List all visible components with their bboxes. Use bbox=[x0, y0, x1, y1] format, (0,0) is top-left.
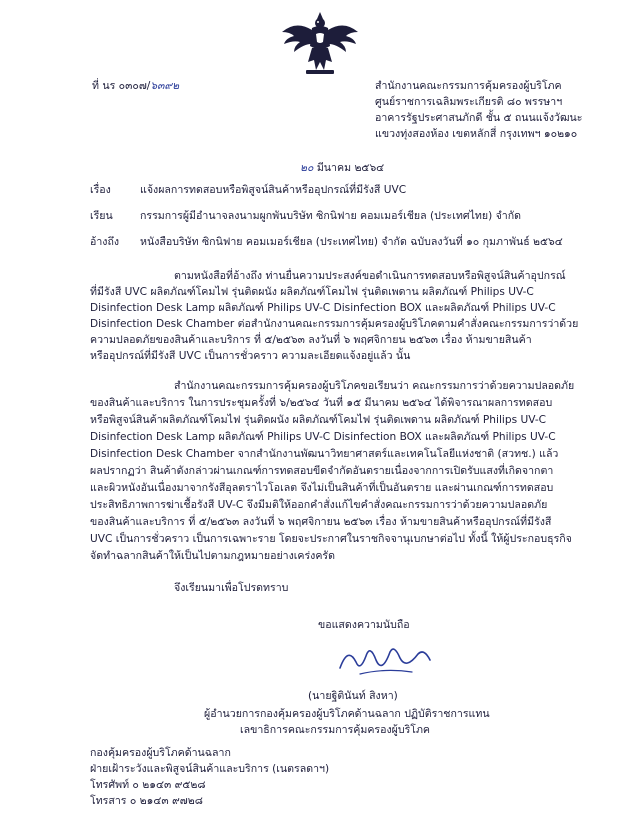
footer-line: ฝ่ายเฝ้าระวังและพิสูจน์สินค้าและบริการ (เนตรลดาฯ) bbox=[90, 763, 330, 775]
paragraph-line: ผลปรากฏว่า สินค้าดังกล่าวผ่านเกณฑ์การทดสอบขีดจำกัดอันตรายเนื่องจากการเปิดรับแสงที่เกิดจากตา bbox=[90, 465, 554, 477]
handwritten-signature-icon bbox=[330, 638, 440, 680]
footer-line: กองคุ้มครองผู้บริโภคด้านฉลาก bbox=[90, 747, 231, 759]
signer-title: เลขาธิการคณะกรรมการคุ้มครองผู้บริโภค bbox=[240, 724, 431, 736]
reference-code: ๐๓๐๗/ bbox=[118, 80, 151, 92]
paragraph-line: ของสินค้าและบริการ ที่ ๕/๒๕๖๓ ลงวันที่ ๖ พฤศจิกายน ๒๕๖๓ เรื่อง ห้ามขายสินค้าหรืออุปกรณ์ที่มีรังสี bbox=[90, 516, 552, 528]
paragraph-line: ตามหนังสือที่อ้างถึง ท่านยื่นความประสงค์ขอดำเนินการทดสอบหรือพิสูจน์สินค้าอุปกรณ์ bbox=[174, 270, 566, 282]
letter-date bbox=[300, 160, 384, 176]
agency-line: แขวงทุ่งสองห้อง เขตหลักสี่ กรุงเทพฯ ๑๐๒๑๐ bbox=[375, 128, 578, 140]
paragraph-line: หรือพิสูจน์สินค้าผลิตภัณฑ์โคมไฟ รุ่นติดผนัง ผลิตภัณฑ์โคมไฟ รุ่นติดเพดาน ผลิตภัณฑ์ Philips UV-C bbox=[90, 414, 547, 426]
closing-request: จึงเรียนมาเพื่อโปรดทราบ bbox=[174, 582, 289, 594]
agency-line: สำนักงานคณะกรรมการคุ้มครองผู้บริโภค bbox=[375, 80, 562, 92]
subject-text: แจ้งผลการทดสอบหรือพิสูจน์สินค้าหรืออุปกรณ์ที่มีรังสี UVC bbox=[140, 184, 407, 196]
paragraph-line: สำนักงานคณะกรรมการคุ้มครองผู้บริโภคขอเรียนว่า คณะกรรมการว่าด้วยความปลอดภัย bbox=[174, 380, 575, 392]
paragraph-line: ความปลอดภัยของสินค้าและบริการ ที่ ๕/๒๕๖๓ ลงวันที่ ๖ พฤศจิกายน ๒๕๖๓ เรื่อง ห้ามขายสินค้า bbox=[90, 334, 532, 346]
paragraph-line: Disinfection Desk Lamp ผลิตภัณฑ์ Philips UV-C Disinfection BOX และผลิตภัณฑ์ Philips UV-C bbox=[90, 302, 556, 314]
date-day-handwritten: ๒๐ bbox=[300, 162, 314, 174]
paragraph-line: Disinfection Desk Lamp ผลิตภัณฑ์ Philips UV-C Disinfection BOX และผลิตภัณฑ์ Philips UV-C bbox=[90, 431, 556, 443]
footer-contact bbox=[90, 745, 329, 809]
paragraph-line: ของสินค้าและบริการ ในการประชุมครั้งที่ ๖/๒๕๖๔ วันที่ ๑๕ มีนาคม ๒๕๖๔ ได้พิจารณาผลการทดสอบ bbox=[90, 397, 553, 409]
paragraph-line: ประสิทธิภาพการฆ่าเชื้อรังสี UV-C จึงมีมติให้ออกคำสั่งแก้ไขคำสั่งคณะกรรมการว่าด้วยความปลอดภัย bbox=[90, 499, 548, 511]
paragraph-line: และผิวหนังอันเนื่องมาจากรังสีอุลตราไวโอเลต จึงไม่เป็นสินค้าที่เป็นอันตราย และผ่านเกณฑ์การทดสอบ bbox=[90, 482, 554, 494]
closing-salutation: ขอแสดงความนับถือ bbox=[318, 619, 410, 631]
reference-doc-text: หนังสือบริษัท ซิกนิฟาย คอมเมอร์เชียล (ประเทศไทย) จำกัด ฉบับลงวันที่ ๑๐ กุมภาพันธ์ ๒๕๖๔ bbox=[140, 236, 563, 248]
paragraph-line: Disinfection Desk Chamber จากสำนักงานพัฒนาวิทยาศาสตร์และเทคโนโลยีแห่งชาติ (สวทช.) แล้ว bbox=[90, 448, 559, 460]
footer-line: โทรสาร ๐ ๒๑๔๓ ๙๗๒๘ bbox=[90, 795, 203, 807]
subject-label: เรื่อง bbox=[90, 184, 111, 196]
to-text: กรรมการผู้มีอำนาจลงนามผูกพันบริษัท ซิกนิฟาย คอมเมอร์เชียล (ประเทศไทย) จำกัด bbox=[140, 210, 522, 222]
date-month-year: มีนาคม ๒๕๖๔ bbox=[316, 162, 385, 174]
garuda-emblem-icon bbox=[278, 10, 362, 78]
signer-title: ผู้อำนวยการกองคุ้มครองผู้บริโภคด้านฉลาก ปฏิบัติราชการแทน bbox=[204, 708, 490, 720]
agency-line: ศูนย์ราชการเฉลิมพระเกียรติ ๘๐ พรรษาฯ bbox=[375, 96, 563, 108]
paragraph-line: หรืออุปกรณ์ที่มีรังสี UVC เป็นการชั่วคราว ความละเอียดแจ้งอยู่แล้ว นั้น bbox=[90, 350, 411, 362]
reference-label: ที่ นร bbox=[92, 80, 116, 92]
paragraph-line: ที่มีรังสี UVC ผลิตภัณฑ์โคมไฟ รุ่นติดผนัง ผลิตภัณฑ์โคมไฟ รุ่นติดเพดาน ผลิตภัณฑ์ Philips UV-C bbox=[90, 286, 534, 298]
reference-handwritten: ๖๓๙๒ bbox=[150, 80, 180, 92]
paragraph-line: UVC เป็นการชั่วคราว เป็นการเฉพาะราย โดยจะประกาศในราชกิจจานุเบกษาต่อไป ทั้งนี้ ให้ผู้ประกอบธุรกิจ bbox=[90, 533, 572, 545]
reference-doc-label: อ้างถึง bbox=[90, 236, 120, 248]
footer-line: โทรศัพท์ ๐ ๒๑๔๓ ๙๕๒๘ bbox=[90, 779, 206, 791]
to-label: เรียน bbox=[90, 210, 113, 222]
agency-line: อาคารรัฐประศาสนภักดี ชั้น ๕ ถนนแจ้งวัฒนะ bbox=[375, 112, 583, 124]
reference-number bbox=[92, 78, 179, 94]
agency-address bbox=[375, 78, 582, 142]
paragraph-line: จัดทำฉลากสินค้าให้เป็นไปตามกฎหมายอย่างเคร่งครัด bbox=[90, 550, 336, 562]
paragraph-line: Disinfection Desk Chamber ต่อสำนักงานคณะกรรมการคุ้มครองผู้บริโภคตามคำสั่งคณะกรรมการว่าด้วย bbox=[90, 318, 579, 330]
signer-name: (นายฐิตินันท์ สิงหา) bbox=[308, 690, 398, 702]
